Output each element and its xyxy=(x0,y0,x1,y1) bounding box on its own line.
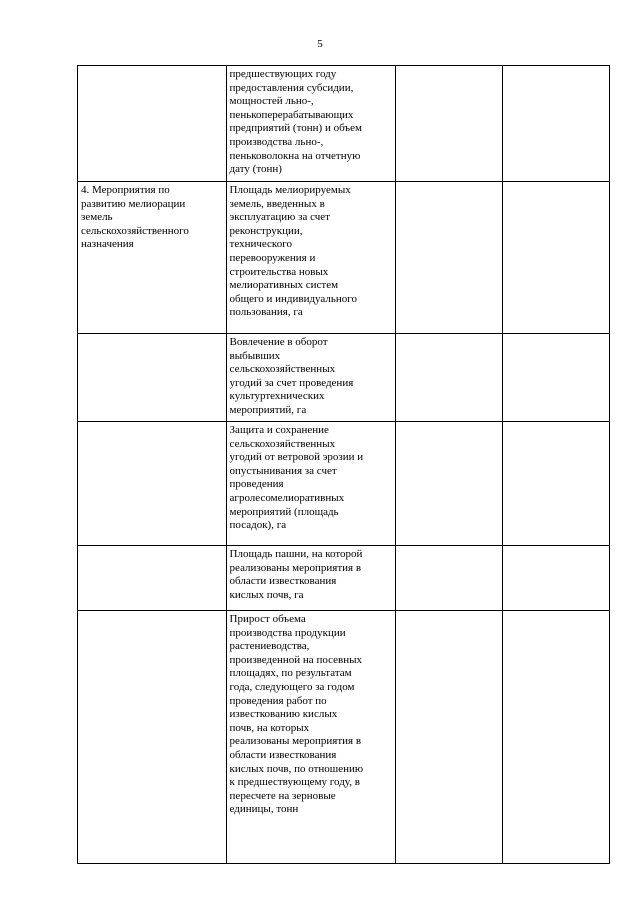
event-cell xyxy=(78,611,227,864)
value-cell xyxy=(502,422,609,546)
indicator-cell: Защита и сохранение сельскохозяйственных угодий от ветровой эрозии и опустынивания за счет проведения агролесомелиоративных мероприятий (площадь посадок), га xyxy=(226,422,396,546)
table-row xyxy=(78,334,610,422)
indicator-cell: Площадь мелиорируемых земель, введенных в эксплуатацию за счет реконструкции, технического перевооружения и строительства новых мелиоративных систем общего и индивидуального пользования, га xyxy=(226,182,396,334)
indicators-table xyxy=(77,65,610,864)
value-cell xyxy=(396,422,502,546)
value-cell xyxy=(396,182,502,334)
value-cell xyxy=(396,334,502,422)
event-cell xyxy=(78,66,227,182)
table-row xyxy=(78,546,610,611)
indicator-cell: Вовлечение в оборот выбывших сельскохозяйственных угодий за счет проведения культуртехнических мероприятий, га xyxy=(226,334,396,422)
indicator-cell: Прирост объема производства продукции растениеводства, произведенной на посевных площадях, по результатам года, следующего за годом проведения работ по известкованию кислых почв, на которых реализованы мероприятия в области известкования кислых почв, по отношению к предшествующему году, в пересчете на зерновые единицы, тонн xyxy=(226,611,396,864)
value-cell xyxy=(502,66,609,182)
value-cell xyxy=(396,546,502,611)
value-cell xyxy=(502,334,609,422)
event-cell xyxy=(78,546,227,611)
value-cell xyxy=(502,611,609,864)
value-cell xyxy=(502,546,609,611)
event-cell: 4. Мероприятия по развитию мелиорации земель сельскохозяйственного назначения xyxy=(78,182,227,334)
table-row xyxy=(78,66,610,182)
indicator-cell: Площадь пашни, на которой реализованы мероприятия в области известкования кислых почв, га xyxy=(226,546,396,611)
table-row xyxy=(78,422,610,546)
event-cell xyxy=(78,334,227,422)
page-number: 5 xyxy=(317,38,323,50)
value-cell xyxy=(502,182,609,334)
table-row xyxy=(78,182,610,334)
value-cell xyxy=(396,611,502,864)
indicator-cell: предшествующих году предоставления субсидии, мощностей льно-, пенькоперерабатывающих предприятий (тонн) и объем производства льно-, пеньковолокна на отчетную дату (тонн) xyxy=(226,66,396,182)
table-row xyxy=(78,611,610,864)
value-cell xyxy=(396,66,502,182)
event-cell xyxy=(78,422,227,546)
